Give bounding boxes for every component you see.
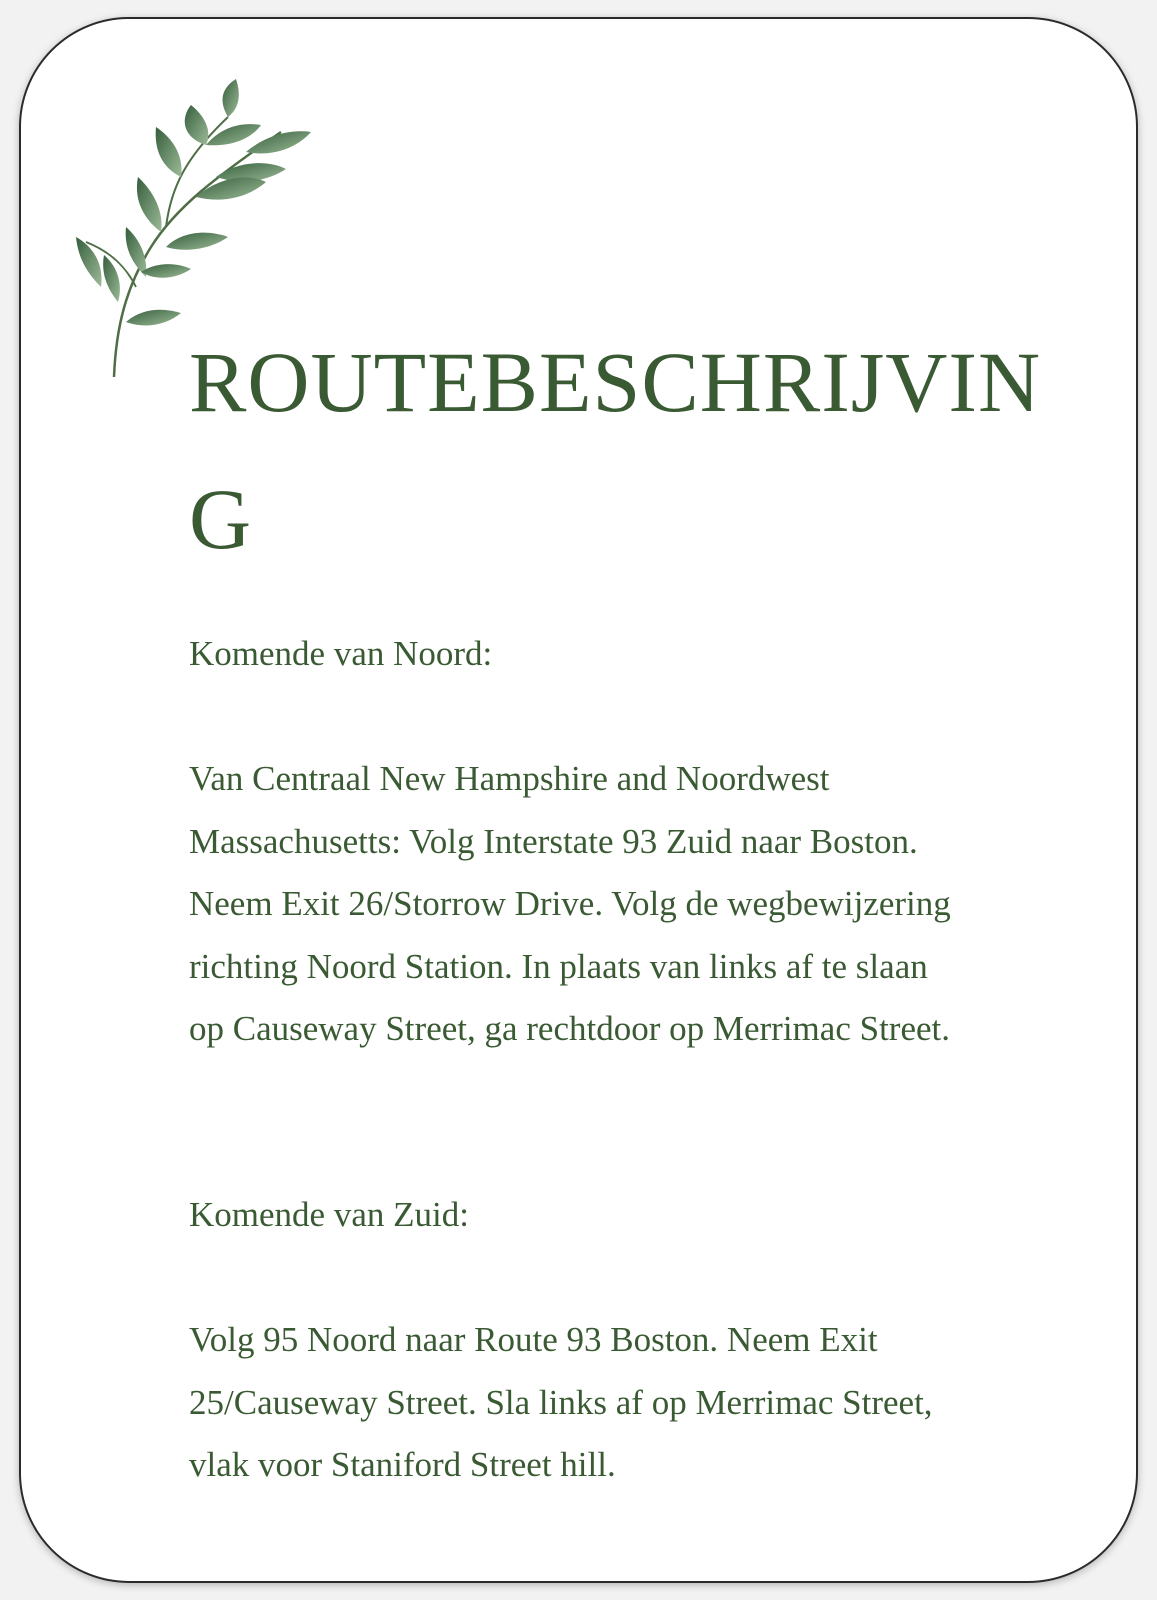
- section-text-south: Volg 95 Noord naar Route 93 Boston. Neem Exit 25/Causeway Street. Sla links af op Merrimac Street, vlak voor Staniford Street hill.: [189, 1320, 933, 1484]
- section-text-north: Van Centraal New Hampshire and Noordwest Massachusetts: Volg Interstate 93 Zuid naar Boston. Neem Exit 26/Storrow Drive. Volg de wegbewijzering richting Noord Station. In plaats van links af te slaan op Causeway Street, ga rechtdoor op Merrimac Street.: [189, 759, 951, 1048]
- direction-card: [19, 17, 1138, 1583]
- page-title: ROUTEBESCHRIJVING: [189, 334, 1042, 567]
- section-heading-north: Komende van Noord:: [189, 634, 493, 673]
- section-heading-south: Komende van Zuid:: [189, 1195, 469, 1234]
